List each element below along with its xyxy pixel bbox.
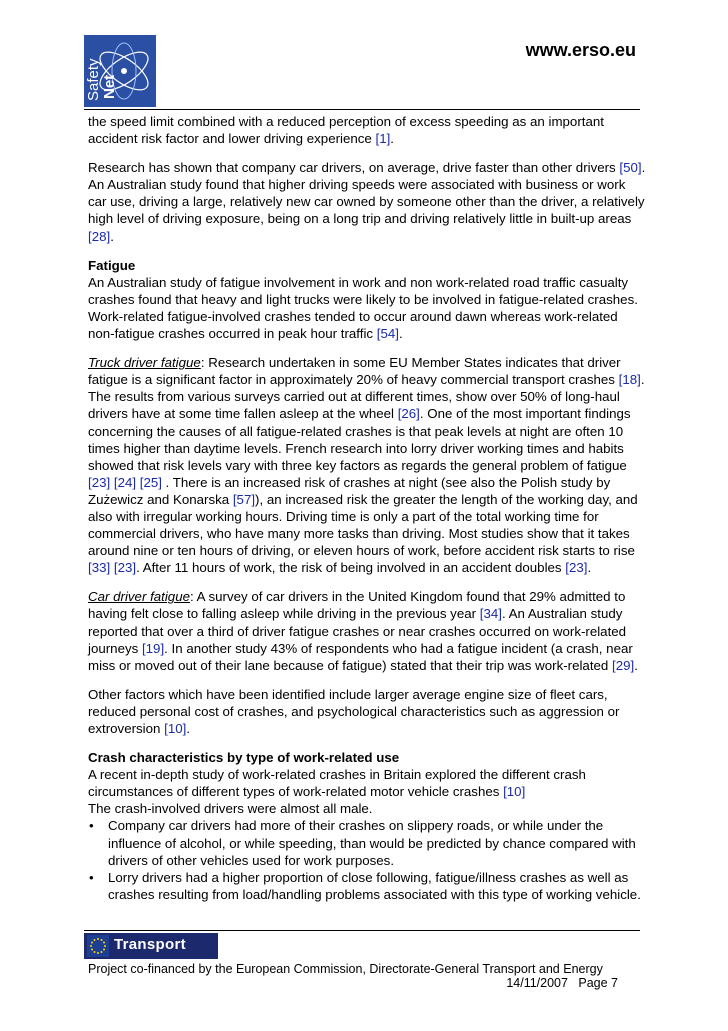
transport-logo [84,933,218,959]
citation-link[interactable]: [34] [479,606,502,622]
list-item [88,869,646,903]
document-body [88,113,646,903]
paragraph-truck-fatigue [88,354,646,576]
section-crash-characteristics [88,749,646,817]
text: . [110,228,114,244]
citation-link[interactable]: [18] [618,372,641,388]
citation-link[interactable]: [10] [503,784,526,800]
transport-logo-text: Transport [114,936,186,953]
text: . An Australian study found that higher driving speeds were associated with business or work car use, driving a large, relatively new car owned by someone other than the driver, a relatively high level of driving exposure, being on a long trip and driving relatively little in built-up areas [88,160,646,227]
citation-link[interactable]: [23] [24] [25] [88,474,162,490]
subheading-car-driver-fatigue: Car driver fatigue [88,589,190,605]
paragraph-intro [88,113,646,147]
text: : Research undertaken in some EU Member States indicates that driver fatigue is a significant factor in approximately 20% of heavy commercial transport crashes [88,355,621,388]
citation-link[interactable]: [57] [232,491,256,507]
text: . There is an increased risk of crashes at night (see also the Polish study by Zużewicz and Konarska [88,474,611,507]
footer-date-page [506,976,618,990]
text: An Australian study of fatigue involvement in work and non work-related road traffic casualty crashes found that heavy and light trucks were likely to be involved in fatigue-related crashes. Work-related fatigue-involved crashes tended to occur around dawn whereas work-related non-fatigue crashes occurred in peak hour traffic [88,274,638,342]
bullet-list [88,817,646,902]
text: . One of the most important findings concerning the causes of all fatigue-related crashes is that peak levels at night are often 10 times higher than daytime levels. French research into lorry driver working times and habits showed that risk levels vary with three key factors as regards the general problem of fatigue [88,406,631,473]
eu-flag-icon [87,935,109,957]
citation-link[interactable]: [54] [376,326,399,342]
list-item-text: Company car drivers had more of their crashes on slippery roads, or while under the influence of alcohol, or while speeding, than would be predicted by chance compared with drivers of other vehicles used for work purposes. [108,818,636,868]
text: Other factors which have been identified include larger average engine size of fleet cars, reduced personal cost of crashes, and psychological characteristics such as aggression or extroversion [88,686,620,736]
section-fatigue [88,257,646,342]
bullet-icon: • [89,869,94,885]
citation-link[interactable]: [33] [23] [88,560,137,576]
citation-link[interactable]: [26] [397,406,420,422]
citation-link[interactable]: [19] [141,640,165,656]
list-item-text: Lorry drivers had a higher proportion of close following, fatigue/illness crashes as well as crashes resulting from load/handling problems associated with this type of working vehicle. [108,869,641,902]
citation-link[interactable]: [23] [565,560,588,576]
heading-crash-characteristics: Crash characteristics by type of work-related use [88,750,400,766]
text: . After 11 hours of work, the risk of being involved in an accident doubles [136,560,566,576]
footer-divider [84,930,640,931]
citation-link[interactable]: [10] [164,721,187,736]
text: The crash-involved drivers were almost all male. [88,801,373,817]
text: . In another study 43% of respondents who had a fatigue incident (a crash, near miss or moved out of their lane because of fatigue) stated that their trip was work-related [88,640,633,673]
text: . [390,131,394,147]
text: . The results from various surveys carried out at different times, show over 50% of long-haul drivers have at some time fallen asleep at the wheel [88,372,645,422]
page-number: Page 7 [578,976,618,990]
safetynet-logo [84,35,156,107]
citation-link[interactable]: [29] [612,657,635,673]
text: . [398,326,403,342]
paragraph-company-car [88,159,646,244]
paragraph-other-factors [88,686,646,737]
citation-link[interactable]: [28] [88,228,111,244]
text: : A survey of car drivers in the United Kingdom found that 29% admitted to having felt close to falling asleep while driving in the previous year [88,589,626,622]
text: . [587,560,592,576]
text: Research has shown that company car drivers, on average, drive faster than other drivers [88,160,620,176]
list-item [88,817,646,868]
text: ), an increased risk the greater the length of the working day, and also with irregular working hours. Driving time is only a part of the total working time for commercial drivers, who have many more tasks than driving. Most studies show that it takes around nine or ten hours of driving, or eleven hours of work, before accident risk starts to rise [88,491,638,559]
footer-date: 14/11/2007 [506,976,568,990]
footer-cofinance-text: Project co-financed by the European Commission, Directorate-General Transport and Energy [88,962,603,976]
text: A recent in-depth study of work-related crashes in Britain explored the different crash circumstances of different types of work-related motor vehicle crashes [88,767,586,800]
site-url[interactable]: www.erso.eu [525,40,636,60]
text: . [186,721,191,736]
text: . An Australian study reported that over a third of driver fatigue crashes or near crashes occurred on work-related journeys [88,606,627,656]
citation-link[interactable]: [1] [375,131,391,147]
bullet-icon: • [89,818,94,834]
subheading-truck-driver-fatigue: Truck driver fatigue [88,355,201,371]
svg-text:Net: Net [101,74,118,99]
text: the speed limit combined with a reduced perception of excess speeding as an important accident risk factor and lower driving experience [88,114,604,147]
safetynet-logo-graphic [84,35,156,107]
svg-text:Safety: Safety [85,58,102,101]
heading-fatigue: Fatigue [88,257,136,273]
header-divider [84,109,640,110]
text: . [634,657,638,673]
paragraph-car-fatigue [88,588,646,673]
citation-link[interactable]: [50] [619,160,642,176]
